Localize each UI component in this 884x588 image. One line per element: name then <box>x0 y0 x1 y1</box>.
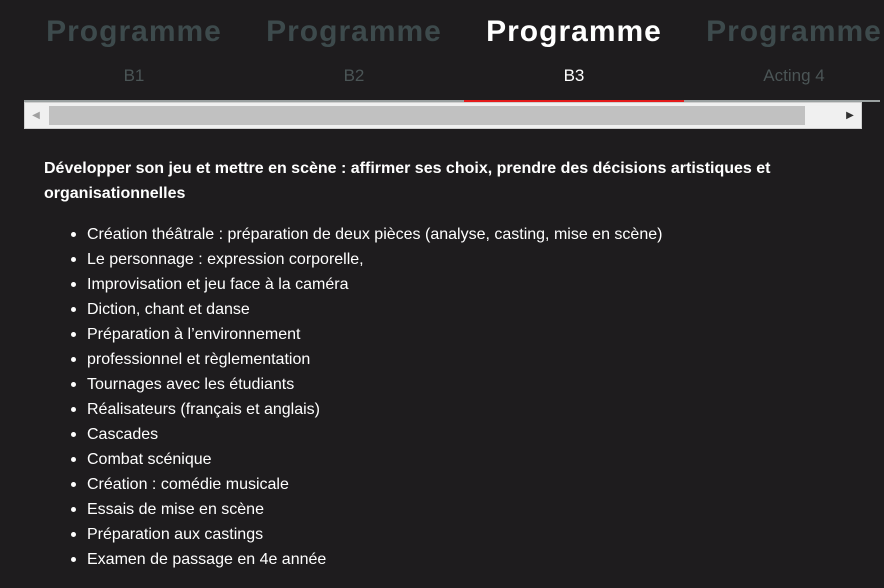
list-item: Préparation aux castings <box>87 522 844 547</box>
list-item: Cascades <box>87 422 844 447</box>
tab-label: B2 <box>343 66 365 85</box>
list-item: Réalisateurs (français et anglais) <box>87 397 844 422</box>
tab-acting-4[interactable] <box>684 0 884 100</box>
tab-b3[interactable] <box>464 0 684 100</box>
list-item: Création : comédie musicale <box>87 472 844 497</box>
scroll-left-icon[interactable]: ◀ <box>32 110 40 121</box>
list-item: Diction, chant et danse <box>87 297 844 322</box>
tab-label: Acting 4 <box>763 66 825 85</box>
list-item: Tournages avec les étudiants <box>87 372 844 397</box>
tab-heading: Programme <box>486 15 662 48</box>
horizontal-scrollbar[interactable] <box>24 102 862 129</box>
tab-b2[interactable] <box>244 0 464 100</box>
programme-intro: Développer son jeu et mettre en scène : affirmer ses choix, prendre des décisions artistiques et organisationnelles <box>44 160 771 202</box>
scrollbar-thumb[interactable] <box>49 106 805 125</box>
tab-heading: Programme <box>706 15 882 48</box>
tab-heading: Programme <box>46 15 222 48</box>
list-item: Création théâtrale : préparation de deux pièces (analyse, casting, mise en scène) <box>87 222 844 247</box>
list-item: professionnel et règlementation <box>87 347 844 372</box>
programme-list <box>44 222 844 572</box>
list-item: Examen de passage en 4e année <box>87 547 844 572</box>
list-item: Combat scénique <box>87 447 844 472</box>
list-item: Le personnage : expression corporelle, <box>87 247 844 272</box>
programme-content <box>44 156 844 572</box>
list-item: Improvisation et jeu face à la caméra <box>87 272 844 297</box>
tab-b1[interactable] <box>24 0 244 100</box>
list-item: Préparation à l’environnement <box>87 322 844 347</box>
scroll-right-icon[interactable]: ▶ <box>846 110 854 121</box>
tab-heading: Programme <box>266 15 442 48</box>
tab-label: B1 <box>123 66 145 85</box>
list-item: Essais de mise en scène <box>87 497 844 522</box>
programme-tabs <box>24 0 884 100</box>
tab-label: B3 <box>563 66 585 85</box>
